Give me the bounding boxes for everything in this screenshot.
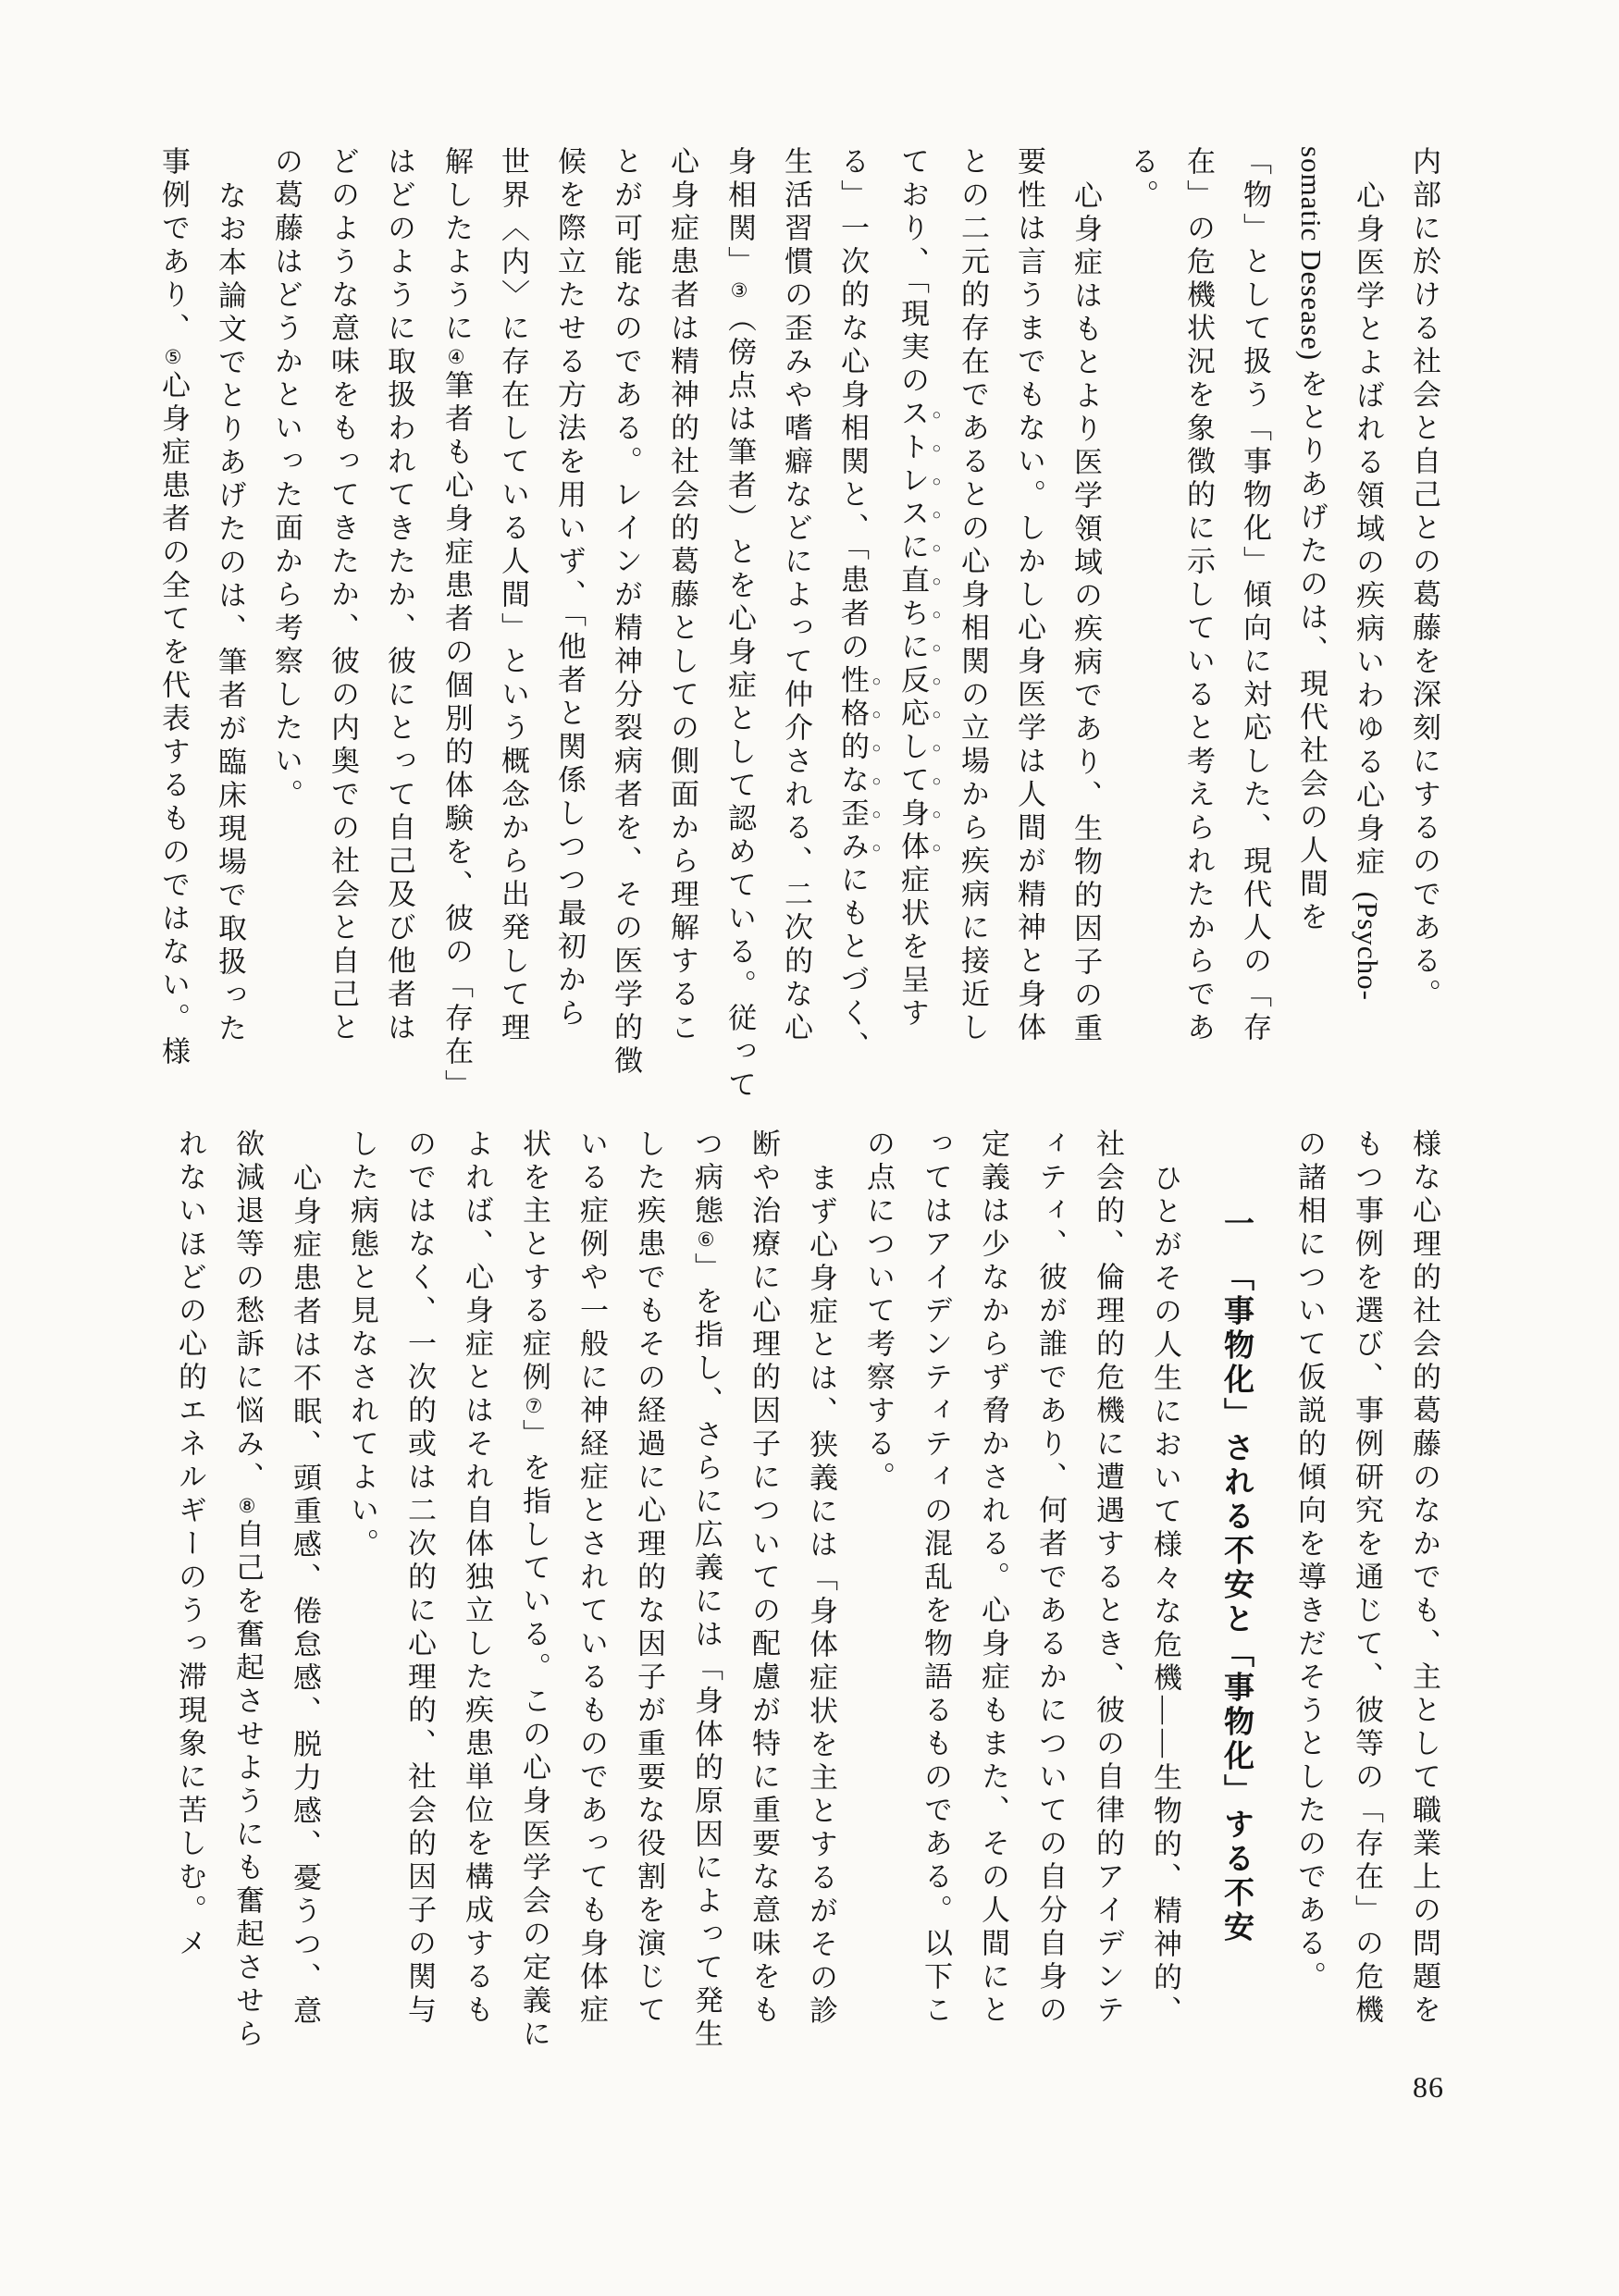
text-column bbox=[711, 146, 768, 1103]
text-column bbox=[907, 1129, 964, 2063]
text-run: もつ事例を選び、事例研究を通じて、彼等の「存在」の危機 bbox=[1351, 1129, 1383, 2028]
text-run: 状を主とする症例 bbox=[518, 1129, 550, 1395]
text-run: の点について考察する。 bbox=[862, 1129, 895, 1495]
text-run: 心身症患者は不眠、頭重感、倦怠感、脱力感、憂うつ、意 bbox=[289, 1163, 321, 2029]
text-column bbox=[1340, 146, 1396, 1113]
text-run: 定義は少なからず脅かされる。心身症もまた、その人間にと bbox=[977, 1129, 1009, 2028]
text-run: 心身症患者の全てを代表するものではない。様 bbox=[157, 370, 190, 1069]
text-run: との二元的存在であるとの心身相関の立場から疾病に接近し bbox=[957, 146, 989, 1045]
text-run: 筆者も心身症患者の個別的体験を、彼の「存在」 bbox=[440, 370, 473, 1103]
text-run: 断や治療に心理的因子についての配慮が特に重要な意味をも bbox=[748, 1129, 780, 2028]
page-number: 86 bbox=[1413, 2070, 1444, 2104]
text-run: ひとがその人生において様々な危機――生物的、精神的、 bbox=[1149, 1163, 1181, 2029]
text-column bbox=[677, 1129, 735, 2063]
text-column bbox=[1227, 146, 1283, 1079]
text-column bbox=[1283, 146, 1340, 1079]
text-run: 心身症患者は精神的社会的葛藤としての側面から理解するこ bbox=[666, 146, 698, 1045]
text-column bbox=[202, 146, 258, 1113]
text-run: 様な心理的社会的葛藤のなかでも、主として職業上の問題を bbox=[1408, 1129, 1440, 2028]
bottom-text-block bbox=[161, 1129, 1452, 2063]
text-column bbox=[884, 146, 945, 1079]
text-run: 世界〈内〉に存在している人間」という概念から出発して理 bbox=[497, 146, 529, 1045]
text-column bbox=[562, 1129, 620, 2063]
text-run: somatic Desease) bbox=[1295, 146, 1328, 369]
note-marker: ⑥ bbox=[695, 1228, 717, 1253]
text-run: とが可能なのである。レインが精神分裂病者を、その医学的徴 bbox=[610, 146, 642, 1079]
text-run: れないほどの心的エネルギーのうっ滞現象に苦しむ。メ bbox=[174, 1129, 206, 1961]
text-column bbox=[620, 1129, 677, 2063]
emphasized-text: ストレスに直ちに反応して身体 bbox=[896, 398, 929, 865]
text-column bbox=[541, 146, 598, 1079]
text-column bbox=[448, 1129, 505, 2063]
text-column bbox=[1021, 1129, 1079, 2063]
note-marker: ⑤ bbox=[162, 346, 184, 370]
text-column bbox=[315, 146, 371, 1079]
text-column bbox=[144, 146, 202, 1079]
text-column bbox=[505, 1129, 562, 2063]
text-run: ィティ、彼が誰であり、何者であるかについての自分自身の bbox=[1034, 1129, 1067, 2028]
text-run: 」を指し、さらに広義には「身体的原因によって発生 bbox=[690, 1253, 723, 2052]
text-run: 心身医学とよばれる領域の疾病いわゆる心身症 bbox=[1352, 180, 1384, 892]
text-run: の諸相について仮説的傾向を導きだそうとしたのである。 bbox=[1293, 1129, 1326, 1994]
text-run: まず心身症とは、狭義には「身体症状を主とするがその診 bbox=[805, 1163, 837, 2029]
text-column bbox=[1338, 1129, 1395, 2063]
text-column bbox=[849, 1129, 907, 2063]
note-marker: ⑦ bbox=[523, 1395, 545, 1419]
text-run: 社会的、倫理的危機に遭遇するとき、彼の自律的アイデンテ bbox=[1092, 1129, 1124, 2028]
text-run: 心身症はもとより医学領域の疾病であり、生物的因子の重 bbox=[1069, 180, 1102, 1046]
text-run: した病態と見なされてよい。 bbox=[346, 1129, 378, 1562]
top-text-block bbox=[144, 146, 1452, 1103]
text-column bbox=[161, 1129, 218, 2063]
text-run: いる症例や一般に神経症とされているものであっても身体症 bbox=[575, 1129, 608, 2028]
text-column bbox=[824, 146, 884, 1079]
text-run: のではなく、一次的或は二次的に心理的、社会的因子の関与 bbox=[403, 1129, 436, 2028]
note-marker: ⑧ bbox=[236, 1495, 258, 1519]
text-column bbox=[218, 1129, 276, 2063]
text-column bbox=[768, 146, 824, 1079]
text-run: (Psycho- bbox=[1352, 891, 1384, 1001]
text-column bbox=[1114, 146, 1170, 1079]
text-run: つ病態 bbox=[690, 1129, 723, 1228]
section-heading bbox=[1208, 1129, 1266, 2142]
text-column bbox=[1136, 1129, 1193, 2097]
text-run: なお本論文でとりあげたのは、筆者が臨床現場で取扱った bbox=[214, 180, 246, 1046]
text-run: ており、「現実の bbox=[896, 146, 929, 399]
text-run: よれば、心身症とはそれ自体独立した疾患単位を構成するも bbox=[461, 1129, 493, 2028]
text-column bbox=[390, 1129, 448, 2063]
text-run: 解したように bbox=[440, 146, 473, 346]
text-run: 欲減退等の愁訴に悩み、 bbox=[231, 1129, 264, 1495]
text-column bbox=[258, 146, 315, 1079]
text-run: 身相関」 bbox=[723, 146, 756, 279]
text-column bbox=[1057, 146, 1114, 1113]
text-run: ってはアイデンティティの混乱を物語るものである。以下こ bbox=[920, 1129, 952, 2028]
note-marker: ④ bbox=[445, 346, 467, 370]
text-run: る」一次的な心身相関と、「患者の bbox=[836, 146, 869, 665]
text-run: した疾患でもその経過に心理的な因子が重要な役割を演じて bbox=[633, 1129, 665, 2028]
text-run: 一 「事物化」される不安と「事物化」する不安 bbox=[1220, 1207, 1254, 1945]
text-column bbox=[276, 1129, 333, 2097]
text-column bbox=[1170, 146, 1227, 1079]
text-column bbox=[735, 1129, 792, 2063]
text-run: 内部に於ける社会と自己との葛藤を深刻にするのである。 bbox=[1408, 146, 1440, 1012]
text-run: 」を指している。この心身医学会の定義に bbox=[518, 1419, 550, 2052]
text-run: 事例であり、 bbox=[157, 146, 190, 346]
text-run: 在」の危機状況を象徴的に示していると考えられたからであ bbox=[1182, 146, 1215, 1045]
emphasized-text: 性格的な歪み bbox=[836, 664, 869, 865]
text-run: 「物」として扱う「事物化」傾向に対応した、現代人の「存 bbox=[1239, 146, 1271, 1045]
text-column bbox=[654, 146, 711, 1079]
text-run: はどのように取扱われてきたか、彼にとって自己及び他者は bbox=[383, 146, 415, 1045]
text-run: 生活習慣の歪みや嗜癖などによって仲介される、二次的な心 bbox=[780, 146, 812, 1045]
text-run: の葛藤はどうかといった面から考察したい。 bbox=[270, 146, 303, 812]
text-run: 要性は言うまでもない。しかし心身医学は人間が精神と身体 bbox=[1013, 146, 1045, 1045]
text-run: 候を際立たせる方法を用いず、「他者と関係しつつ最初から bbox=[553, 146, 586, 1031]
text-column bbox=[1395, 1129, 1452, 2063]
text-column bbox=[333, 1129, 390, 2063]
text-column bbox=[427, 146, 485, 1103]
text-run: 症状を呈す bbox=[896, 864, 929, 1031]
text-column bbox=[1001, 146, 1057, 1079]
text-run: どのような意味をもってきたか、彼の内奥での社会と自己と bbox=[327, 146, 359, 1045]
text-run: る。 bbox=[1126, 146, 1158, 213]
text-column bbox=[1079, 1129, 1136, 2063]
text-column bbox=[485, 146, 541, 1079]
text-column bbox=[792, 1129, 849, 2097]
text-run: 自己を奮起させようにも奮起させら bbox=[231, 1519, 264, 2052]
text-run: （傍点は筆者）とを心身症として認めている。従って bbox=[723, 303, 756, 1103]
text-run: にもとづく、 bbox=[836, 864, 869, 1065]
text-run: をとりあげたのは、現代社会の人間を bbox=[1295, 368, 1328, 935]
text-column bbox=[371, 146, 427, 1079]
note-marker: ③ bbox=[728, 279, 750, 303]
text-column bbox=[598, 146, 654, 1079]
text-column bbox=[964, 1129, 1021, 2063]
text-column bbox=[1396, 146, 1452, 1079]
text-column bbox=[1280, 1129, 1338, 2063]
text-column bbox=[945, 146, 1001, 1079]
